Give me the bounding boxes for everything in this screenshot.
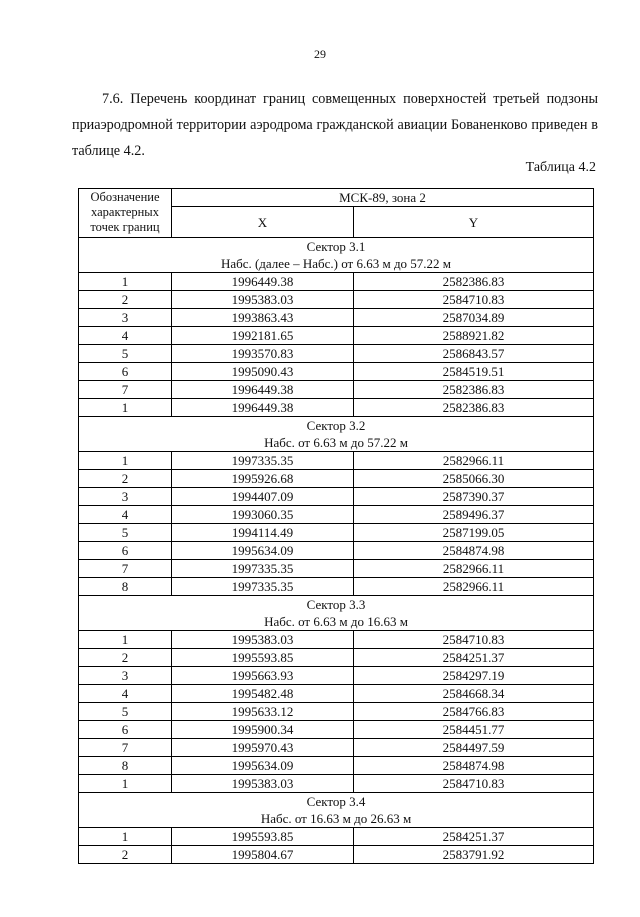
intro-paragraph: 7.6. Перечень координат границ совмещенных поверхностей третьей подзоны приаэродромной территории аэродрома гражданской авиации Бованенково приведен в таблице 4.2.	[72, 91, 598, 159]
x-coordinate-cell: 1996449.38	[172, 381, 354, 399]
table-row	[79, 327, 594, 345]
table-row	[79, 757, 594, 775]
y-coordinate-cell: 2584766.83	[354, 703, 594, 721]
table-row	[79, 578, 594, 596]
sector-subtitle: Набс. (далее – Набс.) от 6.63 м до 57.22 м	[220, 256, 452, 271]
y-coordinate-cell: 2582966.11	[354, 578, 594, 596]
y-coordinate-cell: 2584874.98	[354, 757, 594, 775]
y-coordinate-cell: 2582386.83	[354, 399, 594, 417]
x-coordinate-cell: 1997335.35	[172, 560, 354, 578]
table-row	[79, 631, 594, 649]
y-coordinate-cell: 2584874.98	[354, 542, 594, 560]
y-coordinate-cell: 2584710.83	[354, 775, 594, 793]
table-row	[79, 399, 594, 417]
point-number-cell: 6	[79, 542, 172, 560]
table-row	[79, 685, 594, 703]
y-coordinate-cell: 2584710.83	[354, 291, 594, 309]
header-x: X	[172, 207, 354, 238]
point-number-cell: 2	[79, 846, 172, 864]
coordinates-table-body	[79, 189, 594, 864]
y-coordinate-cell: 2589496.37	[354, 506, 594, 524]
sector-header	[79, 793, 594, 828]
point-number-cell: 2	[79, 470, 172, 488]
point-number-cell: 7	[79, 381, 172, 399]
x-coordinate-cell: 1995593.85	[172, 828, 354, 846]
coordinates-table	[78, 188, 594, 864]
x-coordinate-cell: 1995383.03	[172, 291, 354, 309]
y-coordinate-cell: 2582386.83	[354, 381, 594, 399]
x-coordinate-cell: 1995593.85	[172, 649, 354, 667]
point-number-cell: 3	[79, 309, 172, 327]
table-row	[79, 703, 594, 721]
x-coordinate-cell: 1994114.49	[172, 524, 354, 542]
sector-subtitle: Набс. от 6.63 м до 16.63 м	[264, 614, 408, 629]
point-number-cell: 1	[79, 452, 172, 470]
point-number-cell: 5	[79, 345, 172, 363]
y-coordinate-cell: 2585066.30	[354, 470, 594, 488]
x-coordinate-cell: 1995383.03	[172, 631, 354, 649]
sector-header-row	[79, 596, 594, 631]
y-coordinate-cell: 2584251.37	[354, 828, 594, 846]
x-coordinate-cell: 1995634.09	[172, 542, 354, 560]
y-coordinate-cell: 2584497.59	[354, 739, 594, 757]
sector-header-row	[79, 238, 594, 273]
point-number-cell: 4	[79, 327, 172, 345]
header-y: Y	[354, 207, 594, 238]
y-coordinate-cell: 2584297.19	[354, 667, 594, 685]
y-coordinate-cell: 2588921.82	[354, 327, 594, 345]
table-row	[79, 309, 594, 327]
table-row	[79, 649, 594, 667]
point-number-cell: 8	[79, 578, 172, 596]
y-coordinate-cell: 2582386.83	[354, 273, 594, 291]
sector-title: Сектор 3.4	[306, 794, 366, 809]
table-row	[79, 273, 594, 291]
table-row	[79, 345, 594, 363]
y-coordinate-cell: 2584451.77	[354, 721, 594, 739]
point-number-cell: 3	[79, 667, 172, 685]
sector-title: Сектор 3.3	[306, 597, 366, 612]
y-coordinate-cell: 2582966.11	[354, 452, 594, 470]
x-coordinate-cell: 1997335.35	[172, 578, 354, 596]
y-coordinate-cell: 2587034.89	[354, 309, 594, 327]
x-coordinate-cell: 1995090.43	[172, 363, 354, 381]
point-number-cell: 1	[79, 631, 172, 649]
point-number-cell: 3	[79, 488, 172, 506]
table-row	[79, 470, 594, 488]
y-coordinate-cell: 2587199.05	[354, 524, 594, 542]
table-row	[79, 560, 594, 578]
table-row	[79, 452, 594, 470]
table-row	[79, 506, 594, 524]
point-number-cell: 1	[79, 273, 172, 291]
x-coordinate-cell: 1995926.68	[172, 470, 354, 488]
header-coordinate-system: МСК-89, зона 2	[172, 189, 594, 207]
table-row	[79, 291, 594, 309]
point-number-cell: 8	[79, 757, 172, 775]
table-row	[79, 739, 594, 757]
point-number-cell: 7	[79, 739, 172, 757]
point-number-cell: 4	[79, 685, 172, 703]
y-coordinate-cell: 2583791.92	[354, 846, 594, 864]
table-row	[79, 828, 594, 846]
table-header-row	[79, 189, 594, 207]
y-coordinate-cell: 2586843.57	[354, 345, 594, 363]
y-coordinate-cell: 2584251.37	[354, 649, 594, 667]
point-number-cell: 2	[79, 291, 172, 309]
header-point-designation: Обозначение характерных точек границ	[79, 189, 172, 238]
x-coordinate-cell: 1995900.34	[172, 721, 354, 739]
point-number-cell: 1	[79, 828, 172, 846]
x-coordinate-cell: 1997335.35	[172, 452, 354, 470]
x-coordinate-cell: 1995482.48	[172, 685, 354, 703]
x-coordinate-cell: 1993570.83	[172, 345, 354, 363]
sector-header	[79, 596, 594, 631]
table-row	[79, 488, 594, 506]
table-row	[79, 363, 594, 381]
table-row	[79, 381, 594, 399]
sector-header	[79, 417, 594, 452]
sector-title: Сектор 3.2	[306, 418, 366, 433]
sector-subtitle: Набс. от 6.63 м до 57.22 м	[264, 435, 408, 450]
sector-subtitle: Набс. от 16.63 м до 26.63 м	[260, 811, 412, 826]
sector-header-row	[79, 793, 594, 828]
x-coordinate-cell: 1996449.38	[172, 273, 354, 291]
table-row	[79, 667, 594, 685]
point-number-cell: 6	[79, 363, 172, 381]
point-number-cell: 1	[79, 775, 172, 793]
y-coordinate-cell: 2582966.11	[354, 560, 594, 578]
y-coordinate-cell: 2587390.37	[354, 488, 594, 506]
x-coordinate-cell: 1996449.38	[172, 399, 354, 417]
x-coordinate-cell: 1995634.09	[172, 757, 354, 775]
x-coordinate-cell: 1993863.43	[172, 309, 354, 327]
x-coordinate-cell: 1992181.65	[172, 327, 354, 345]
x-coordinate-cell: 1994407.09	[172, 488, 354, 506]
table-row	[79, 846, 594, 864]
x-coordinate-cell: 1995633.12	[172, 703, 354, 721]
table-row	[79, 542, 594, 560]
page-number: 29	[314, 47, 326, 61]
table-row	[79, 775, 594, 793]
point-number-cell: 5	[79, 703, 172, 721]
y-coordinate-cell: 2584668.34	[354, 685, 594, 703]
x-coordinate-cell: 1995383.03	[172, 775, 354, 793]
x-coordinate-cell: 1995663.93	[172, 667, 354, 685]
point-number-cell: 6	[79, 721, 172, 739]
x-coordinate-cell: 1995804.67	[172, 846, 354, 864]
y-coordinate-cell: 2584519.51	[354, 363, 594, 381]
x-coordinate-cell: 1993060.35	[172, 506, 354, 524]
y-coordinate-cell: 2584710.83	[354, 631, 594, 649]
sector-title: Сектор 3.1	[306, 239, 366, 254]
table-caption: Таблица 4.2	[525, 160, 596, 175]
point-number-cell: 1	[79, 399, 172, 417]
point-number-cell: 7	[79, 560, 172, 578]
table-row	[79, 524, 594, 542]
point-number-cell: 2	[79, 649, 172, 667]
sector-header-row	[79, 417, 594, 452]
sector-header	[79, 238, 594, 273]
point-number-cell: 4	[79, 506, 172, 524]
x-coordinate-cell: 1995970.43	[172, 739, 354, 757]
table-row	[79, 721, 594, 739]
point-number-cell: 5	[79, 524, 172, 542]
